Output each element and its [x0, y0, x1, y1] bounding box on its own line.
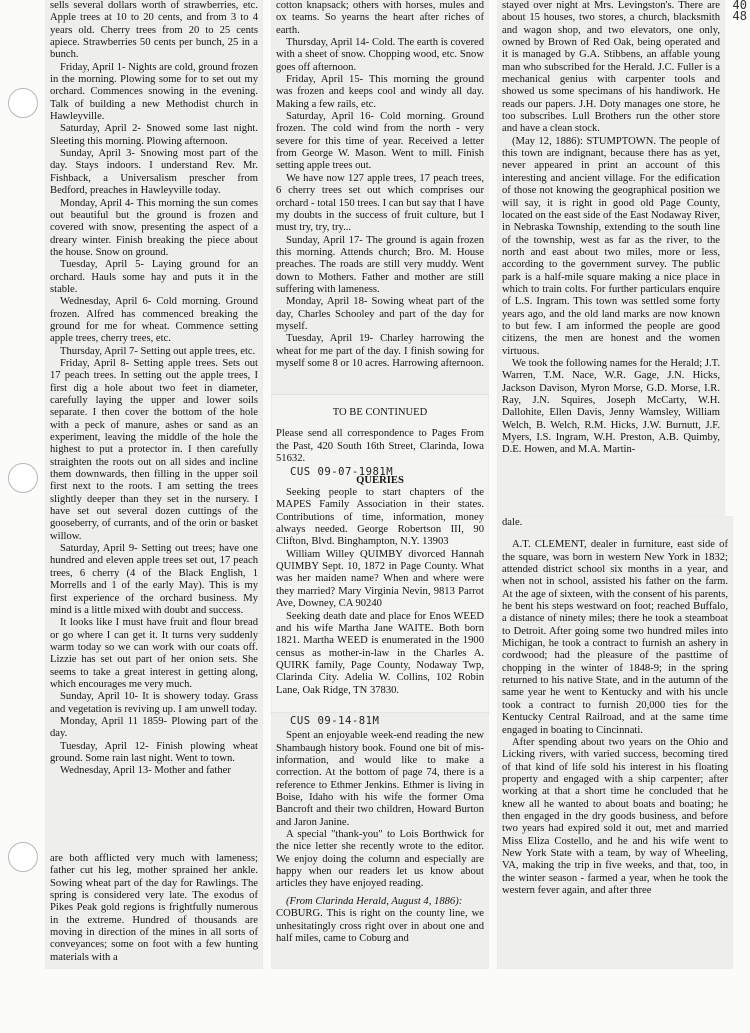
paragraph: cotton knapsack; others with horses, mules and ox teams. So yearns the heart after riches of earth. — [276, 0, 484, 36]
paragraph: Wednesday, April 13- Mother and father — [60, 765, 231, 777]
column-3-upper-clipping — [498, 0, 724, 515]
column-1-text — [50, 0, 258, 778]
paragraph: (May 12, 1886): STUMPTOWN. The people of this town are indignant, because there has as yet, never appeared in print an account of this interesting and ancient village. For the edification of those not knowing the geographical position we will say, it is right in good old Page County, located on the east side of the East Nodaway River, in Nebraska Township, extending to the south line of the township, west as far as the river, to the north and east about two miles, more or less, according to the government survey. The public park is a half-mile square making a nice place in which to train colts. For further particulars enquire of L.S. Ingram. This town was settled some forty years ago, and the old land marks are now known to but few. I am informed the people are good citizens, the men are honest and the women virtuous. — [502, 135, 720, 357]
handwritten-date-note: CUS 09-07-1981M — [290, 466, 394, 479]
paragraph: Friday, April 15- This morning the ground was frozen and keeps cool and windy all day. Making a few rails, etc. — [276, 74, 484, 110]
column-2-queries-clipping — [272, 395, 488, 713]
paragraph: Wednesday, April 6- Cold morning. Ground frozen. Alfred has commenced breaking the ground for me for wheat. Commence setting apple trees, cherry trees, etc. — [50, 296, 258, 345]
paragraph: Sunday, April 3- Snowing most part of the day. Stays indoors. I understand Rev. Mr. Fishback, a Universalism prescher from Bedford, preaches in Hawleyville today. — [50, 148, 258, 197]
paragraph: Saturday, April 16- Cold morning. Ground frozen. The cold wind from the north - very severe for this time of year. Received a letter from George W. Mason. Went to mill. Finish setting apple trees out. — [276, 111, 484, 172]
queries-heading: QUERIES — [356, 474, 404, 486]
paragraph: A special "thank-you" to Lois Borthwick for the nice letter she recently wrote to the editor. We enjoy doing the column and especially are happy when our readers let us know about articles they have enjoyed reading. — [276, 829, 484, 890]
column-1-lower-clipping — [46, 853, 262, 968]
binder-hole-top — [8, 88, 38, 118]
column-2-upper-clipping — [272, 0, 488, 395]
paragraph: Saturday, April 9- Setting out trees; have one hundred and eleven apple trees set out, 17 peach trees, 6 cherry (4 of the Black English, 1 Morrells and 1 of the early May). This is my first experience of the orchard business. My mind is a little mixed with doubt and success. — [50, 543, 258, 616]
paragraph: Monday, April 4- This morning the sun comes out beautiful but the ground is frozen and covered with snow, presenting the aspect of a dreary winter. Finish breaking the piece about the house. Snow on ground. — [50, 197, 258, 258]
paragraph: Sunday, April 10- It is showery today. Grass and vegetation is reviving up. I am unwell today. — [50, 691, 258, 715]
column-2-lower-clipping — [272, 713, 488, 968]
handwritten-date-note: CUS 09-14-81M — [290, 715, 380, 727]
column-1-upper-clipping — [46, 0, 262, 851]
correspondence-address: Please send all correspondence to Pages From the Past, 420 South 16th Street, Clarinda, Iowa 51632. — [276, 428, 484, 465]
paragraph: Tuesday, April 19- Charley harrowing the wheat for me part of the day. I finish sowing for myself some 8 or 10 acres. Harrowing afternoon. — [276, 333, 484, 369]
paragraph: Friday, April 8- Setting apple trees. Sets out 17 peach trees. In setting out the apple trees, I first dig a hole about two feet in diameter, carefully laying the upper and lower soils separate. I then cover the bottom of the hole with a peck of manure, ashes or sand as an experiment, leaving the middle of the hole the highest to put a protector in. I then carefully straighten the roots out on all sides and incline them downwards, then filling in the upper soil first next to the roots. I am setting the trees slightly deeper than they set in the nursery. I have set out several dozen cuttings of the gooseberry, of currants, and of the orin or basket willow. — [50, 357, 258, 542]
paragraph: Spent an enjoyable week-end reading the new Shambaugh history book. Found one bit of mis-information, and would like to make a correction. At the bottom of page 74, there is a reference to Ethmer Jenkins. Ethmer is living in Boise, Idaho with his wife the former Oma Bancroft and their two children, Howard Burton and Jaron Janine. — [276, 730, 484, 828]
paragraph: Tuesday, April 5- Laying ground for an orchard. Hauls some hay and puts it in the stable. — [50, 259, 258, 295]
paragraph: stayed over night at Mrs. Levingston's. There are about 15 houses, two stores, a church, blacksmith and wagon shop, and two elevators, one only, owned by Brown of Red Oak, being operated and it is managed by G.A. Stibbens, an affable young man who subscribed for the Herald. J.C. Fuller is a mechanical genius with carpenter tools and showed us some specimans of his handiwork. He reads our papers. J.H. Doty manages one store, he too subscribes. Lull Brothers run the other store and have a clean stock. — [502, 0, 720, 135]
paragraph: We have now 127 apple trees, 17 peach trees, 6 cherry trees set out which comprises our orchard - total 150 trees. I can but say that I have my doubts in the success of fruit culture, but I must try, try, try... — [276, 172, 484, 234]
paragraph: Tuesday, April 12- Finish plowing wheat ground. Some rain last night. Went to town. — [50, 740, 258, 764]
query: Seeking death date and place for Enos WEED and his wife Martha Jane WAITE. Both born 1821. Martha WEED is enumerated in the 1900 census as mother-in-law in the Charles A. QUIRK family, Page County, Nodaway Twp, Clarinda City. Adelia W. Collins, 102 Robin Lane, Oak Ridge, TN 37830. — [276, 610, 484, 696]
query: William Willey QUIMBY divorced Hannah QUIMBY Sept. 10, 1872 in Page County. What was her maiden name? When and where were they married? Mary Virginia Nevin, 9813 Parrot Ave, Downey, CA 90240 — [276, 548, 484, 610]
paragraph: Sunday, April 17- The ground is again frozen this morning. Attends church; Bro. M. House preaches. The roads are still very muddy. Went down to Mothers. Father and mother are still suffering with lameness. — [276, 234, 484, 295]
source-line: (From Clarinda Herald, August 4, 1886): — [286, 895, 463, 907]
paragraph: are both afflicted very much with lameness; father cut his leg, mother sprained her ankle. Sowing wheat part of the day for Rawlings. The spring is considered very late. The exodus of Pikes Peak gold regions is frightfully numerous in the extreme. Hundred of thousands are moving in direction of the mines in all sorts of conveyances; some on foot with a few hunting materials with a — [50, 853, 258, 963]
paragraph: After spending about two years on the Ohio and Licking rivers, with varied success, becoming tired of that kind of life sold his interest in his floating property and engaged with a ship carpenter; after working at that a short time he concluded that he knew all he wanted to about boats and boating; he then engaged in the dry goods business, and before two years had expired sold it out, met and married Miss Eliza Costello, and he and his wife went to New York State with a team, by way of Wheeling, VA, making the trip in five weeks, and that, too, in the winter season - farmed a year, when he took the western fever again, and after three — [502, 736, 728, 896]
paragraph: Monday, April 18- Sowing wheat part of the day, Charles Schooley and part of the day for myself. — [276, 296, 484, 332]
paragraph: Saturday, April 2- Snowed some last night. Sleeting this morning. Plowing afternoon. — [50, 123, 258, 147]
paragraph: sells several dollars worth of strawberries, etc. Apple trees at 10 to 20 cents, and from 3 to 4 years old. Cherry trees from 20 to 25 cents apiece. Strawberries 50 cents per bunch, 25 in a bunch. — [50, 0, 258, 61]
column-3-lower-clipping — [498, 517, 732, 968]
binder-hole-bottom — [8, 842, 38, 872]
binder-hole-middle — [8, 463, 38, 493]
paragraph: Thursday, April 7- Setting out apple trees, etc. — [60, 345, 256, 357]
paragraph: We took the following names for the Herald; J.T. Warren, T.M. Nace, W.R. Gage, J.N. Hicks, Jackson Davison, Myron Morse, G.D. Morse, I.R. Ray, J.N. Squires, Joseph McCarty, W.H. Dallohite, Ellen Davis, Jenny Wamsley, William Welch, B. Welch, R.M. Hicks, J.W. Burnutt, J.F. Myers, I.S. Ingram, W.H. Preston, A.B. Quimby, D.E. Howen, and M.A. Martin- — [502, 357, 720, 456]
paragraph: Friday, April 1- Nights are cold, ground frozen in the morning. Plowing some for to set out my orchard. Commences snowing in the evening. Talk of building a new Methodist church in Hawleyville. — [50, 61, 258, 123]
continuation-word: dale. — [502, 517, 523, 528]
paragraph: It looks like I must have fruit and flour bread or go where I can get it. It turns very suddenly warm today so we can work with our coats off. Lizzie has set out part of her onion sets. She seems to take a great interest in getting along, which encourages me very much. — [50, 617, 258, 690]
paragraph: Thursday, April 14- Cold. The earth is covered with a sheet of snow. Chopping wood, etc. Snow goes off afternoon. — [276, 37, 484, 73]
paragraph: A.T. CLEMENT, dealer in furniture, east side of the square, was born in western New York in 1832; attended district school six months in a year, and when not in school, assisted his father on the farm. At the age of sixteen, with the consent of his parents, he bent his steps westward on foot; reached Buffalo, a distance of ninety miles; there he took a steamboat to Detroit. After going some two hundred miles into Michigan, he took a contract to furnish an ashery in cordwood; had the pleasure of the pasttime of chopping in the winter of 1848-9; in the spring returned to his native State, and in the autumn of the same year he went to Kentucky and with his uncle took a contract to furnish 20,000 ties for the Kentucky Central Railroad, and at the same time engaged in boating to Cincinnati. — [502, 539, 728, 736]
page-number: 40 48 — [732, 0, 747, 23]
to-be-continued: TO BE CONTINUED — [332, 407, 428, 418]
paragraph: COBURG. This is right on the county line, we unhesitatingly cross right over in about one and half miles, came to Coburg and — [276, 908, 484, 944]
paragraph: Monday, April 11 1859- Plowing part of the day. — [50, 715, 258, 740]
query: Seeking people to start chapters of the MAPES Family Association in their states. Contributions of time, information, money always needed. George Robertson III, 90 Clifton, Blvd. Binghampton, N.Y. 13903 — [276, 487, 484, 548]
